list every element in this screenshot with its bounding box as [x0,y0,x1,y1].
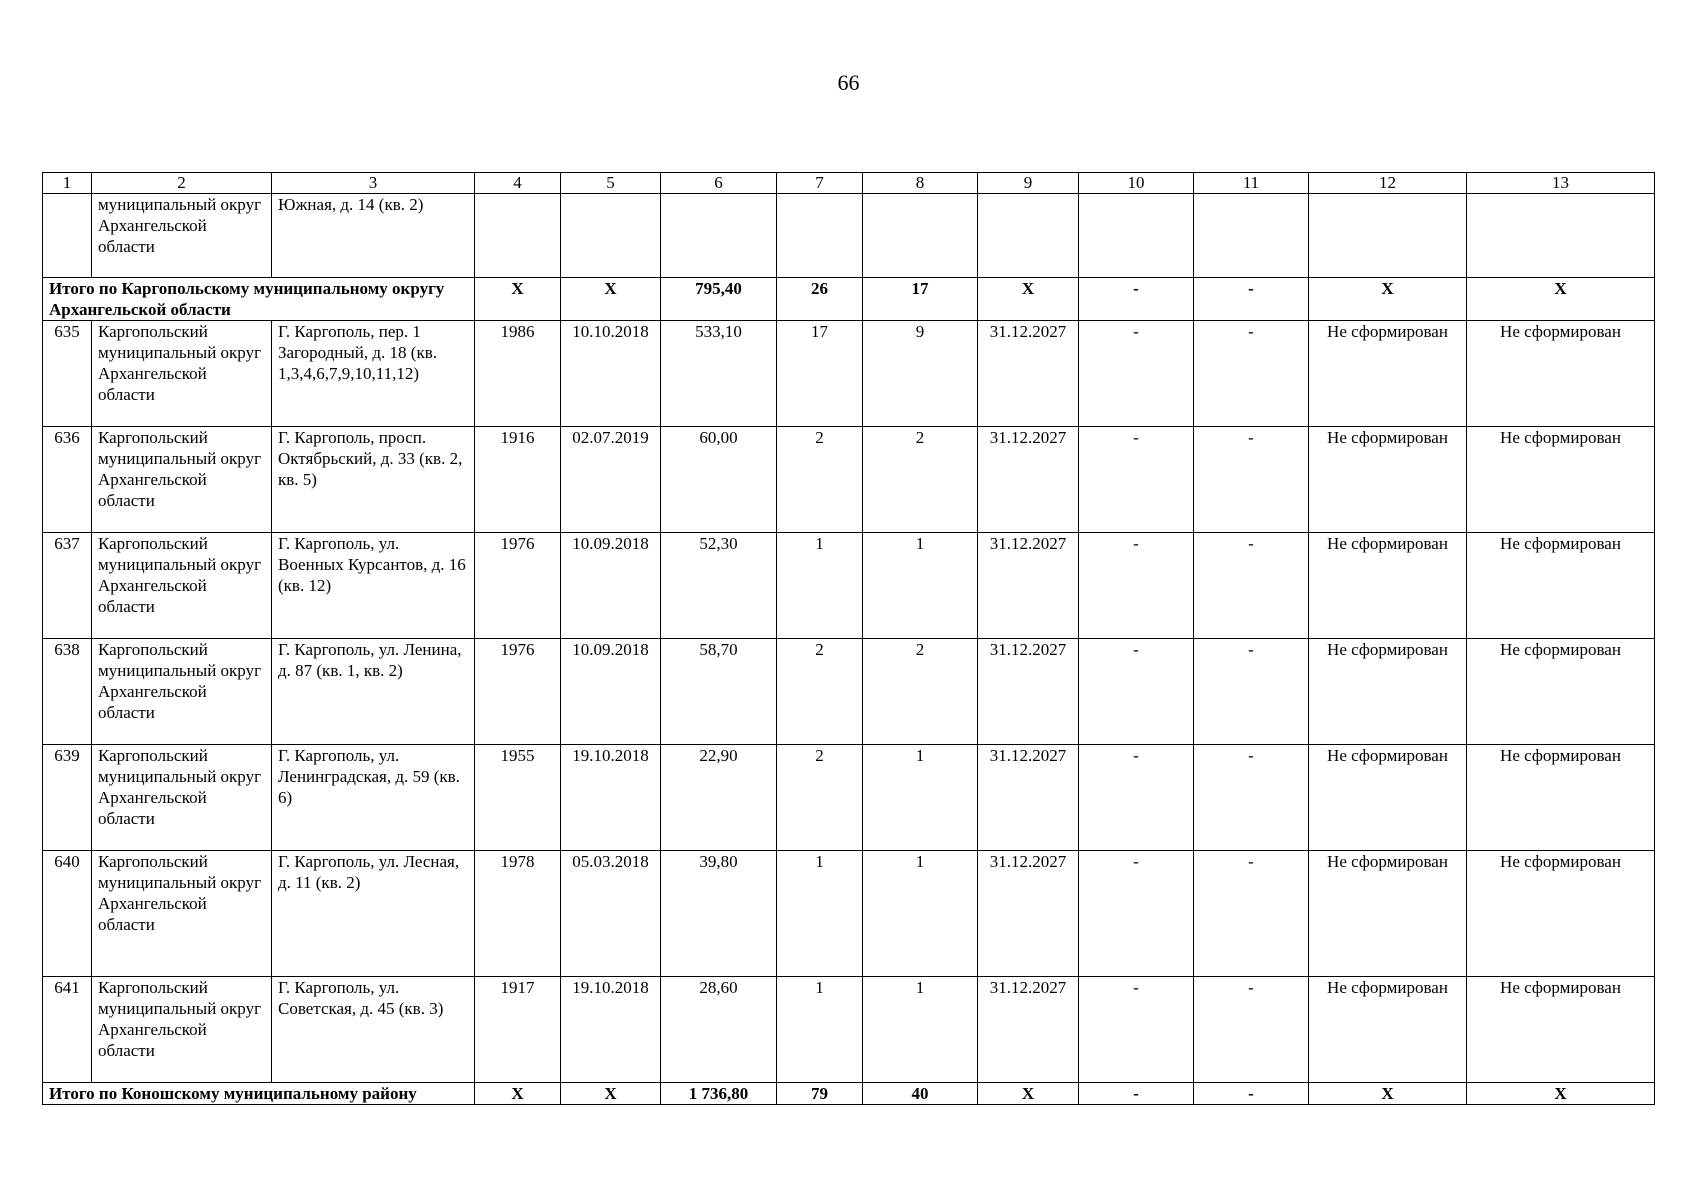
row-number-cell: 635 [43,321,92,427]
column-header: 9 [978,173,1079,194]
column-header: 11 [1194,173,1309,194]
area-cell: 22,90 [661,745,777,851]
municipality-cell: муниципальный округ Архангельской области [92,194,272,278]
area-cell: 533,10 [661,321,777,427]
housing-table [42,172,1655,1105]
table-cell: - [1079,321,1194,427]
table-cell: 26 [777,278,863,321]
table-row [43,745,1655,851]
table-cell: 1 [777,977,863,1083]
table-row [43,533,1655,639]
status-cell: Не сформирован [1467,977,1655,1083]
table-cell: 1 [863,533,978,639]
row-number-cell: 638 [43,639,92,745]
table-cell: - [1194,278,1309,321]
table-cell: - [1194,321,1309,427]
table-cell: - [1194,977,1309,1083]
deadline-cell: 31.12.2027 [978,745,1079,851]
date-cell: 19.10.2018 [561,745,661,851]
deadline-cell: 31.12.2027 [978,427,1079,533]
table-cell: - [1194,533,1309,639]
address-cell: Г. Каргополь, ул. Лесная, д. 11 (кв. 2) [272,851,475,977]
table-cell [978,194,1079,278]
area-cell: 58,70 [661,639,777,745]
column-header: 3 [272,173,475,194]
table-cell: - [1194,851,1309,977]
year-cell: 1976 [475,639,561,745]
year-cell: 1916 [475,427,561,533]
status-cell: Не сформирован [1309,851,1467,977]
status-cell: Не сформирован [1467,745,1655,851]
address-cell: Южная, д. 14 (кв. 2) [272,194,475,278]
row-number-cell: 639 [43,745,92,851]
table-cell [43,194,92,278]
date-cell: 02.07.2019 [561,427,661,533]
year-cell: 1917 [475,977,561,1083]
table-cell: - [1079,278,1194,321]
table-cell: 40 [863,1083,978,1105]
status-cell: Не сформирован [1309,427,1467,533]
address-cell: Г. Каргополь, ул. Советская, д. 45 (кв. 3) [272,977,475,1083]
table-row [43,639,1655,745]
table-cell: 1 [863,745,978,851]
table-cell: Х [475,278,561,321]
table-cell: 17 [863,278,978,321]
table-cell: - [1194,639,1309,745]
column-header: 7 [777,173,863,194]
status-cell: Не сформирован [1467,321,1655,427]
table-cell [777,194,863,278]
table-cell: Х [1467,278,1655,321]
table-cell [1467,194,1655,278]
date-cell: 19.10.2018 [561,977,661,1083]
subtotal-row-konosha [43,1083,1655,1105]
year-cell: 1955 [475,745,561,851]
table-cell: 2 [777,639,863,745]
status-cell: Не сформирован [1467,639,1655,745]
table-cell: - [1194,1083,1309,1105]
municipality-cell: Каргопольский муниципальный округ Архангельской области [92,745,272,851]
deadline-cell: 31.12.2027 [978,977,1079,1083]
municipality-cell: Каргопольский муниципальный округ Архангельской области [92,321,272,427]
table-cell: 79 [777,1083,863,1105]
table-cell [661,194,777,278]
table-row [43,851,1655,977]
table-cell: - [1194,745,1309,851]
table-cell: 1 736,80 [661,1083,777,1105]
municipality-cell: Каргопольский муниципальный округ Архангельской области [92,533,272,639]
year-cell: 1976 [475,533,561,639]
table-cell: Х [561,278,661,321]
municipality-cell: Каргопольский муниципальный округ Архангельской области [92,977,272,1083]
deadline-cell: 31.12.2027 [978,321,1079,427]
date-cell: 10.09.2018 [561,639,661,745]
column-header: 1 [43,173,92,194]
address-cell: Г. Каргополь, ул. Ленинградская, д. 59 (кв. 6) [272,745,475,851]
address-cell: Г. Каргополь, просп. Октябрьский, д. 33 (кв. 2, кв. 5) [272,427,475,533]
municipality-cell: Каргопольский муниципальный округ Архангельской области [92,427,272,533]
table-cell: 2 [863,427,978,533]
table-cell [475,194,561,278]
column-header: 12 [1309,173,1467,194]
subtotal-row-kargopol [43,278,1655,321]
table-cell [863,194,978,278]
area-cell: 52,30 [661,533,777,639]
table-cell: - [1079,533,1194,639]
table-cell: 1 [777,533,863,639]
subtotal-label: Итого по Каргопольскому муниципальному округу Архангельской области [43,278,475,321]
row-number-cell: 641 [43,977,92,1083]
area-cell: 39,80 [661,851,777,977]
municipality-cell: Каргопольский муниципальный округ Архангельской области [92,639,272,745]
table-cell: 17 [777,321,863,427]
table-cell: 795,40 [661,278,777,321]
table-cell: 2 [777,427,863,533]
table-cell: Х [561,1083,661,1105]
row-number-cell: 636 [43,427,92,533]
table-cell: - [1079,851,1194,977]
table-cell: Х [1467,1083,1655,1105]
area-cell: 60,00 [661,427,777,533]
date-cell: 05.03.2018 [561,851,661,977]
status-cell: Не сформирован [1467,533,1655,639]
deadline-cell: 31.12.2027 [978,851,1079,977]
table-cell: - [1079,745,1194,851]
table-cell [1309,194,1467,278]
status-cell: Не сформирован [1309,639,1467,745]
date-cell: 10.10.2018 [561,321,661,427]
year-cell: 1986 [475,321,561,427]
continuation-row [43,194,1655,278]
table-cell: - [1079,639,1194,745]
area-cell: 28,60 [661,977,777,1083]
row-number-cell: 637 [43,533,92,639]
table-cell [561,194,661,278]
status-cell: Не сформирован [1309,321,1467,427]
column-header: 4 [475,173,561,194]
table-cell: 1 [863,977,978,1083]
municipality-cell: Каргопольский муниципальный округ Архангельской области [92,851,272,977]
address-cell: Г. Каргополь, ул. Ленина, д. 87 (кв. 1, кв. 2) [272,639,475,745]
status-cell: Не сформирован [1467,851,1655,977]
table-cell: - [1194,427,1309,533]
column-header: 10 [1079,173,1194,194]
status-cell: Не сформирован [1309,533,1467,639]
status-cell: Не сформирован [1309,745,1467,851]
column-header: 8 [863,173,978,194]
table-cell: 1 [863,851,978,977]
deadline-cell: 31.12.2027 [978,639,1079,745]
table-cell: Х [1309,278,1467,321]
table-cell: Х [475,1083,561,1105]
subtotal-label: Итого по Коношскому муниципальному району [43,1083,475,1105]
table-cell: Х [978,278,1079,321]
column-number-row [43,173,1655,194]
table-row [43,427,1655,533]
column-header: 5 [561,173,661,194]
table-cell [1194,194,1309,278]
address-cell: Г. Каргополь, ул. Военных Курсантов, д. 16 (кв. 12) [272,533,475,639]
table-cell: - [1079,427,1194,533]
table-cell: Х [1309,1083,1467,1105]
table-cell [1079,194,1194,278]
table-row [43,321,1655,427]
row-number-cell: 640 [43,851,92,977]
table-cell: 1 [777,851,863,977]
table-cell: 2 [863,639,978,745]
table-cell: 9 [863,321,978,427]
year-cell: 1978 [475,851,561,977]
status-cell: Не сформирован [1467,427,1655,533]
table-row [43,977,1655,1083]
column-header: 6 [661,173,777,194]
table-cell: 2 [777,745,863,851]
table-cell: - [1079,977,1194,1083]
column-header: 13 [1467,173,1655,194]
page-number: 66 [837,70,860,95]
address-cell: Г. Каргополь, пер. 1 Загородный, д. 18 (кв. 1,3,4,6,7,9,10,11,12) [272,321,475,427]
column-header: 2 [92,173,272,194]
deadline-cell: 31.12.2027 [978,533,1079,639]
status-cell: Не сформирован [1309,977,1467,1083]
date-cell: 10.09.2018 [561,533,661,639]
table-cell: - [1079,1083,1194,1105]
table-cell: Х [978,1083,1079,1105]
